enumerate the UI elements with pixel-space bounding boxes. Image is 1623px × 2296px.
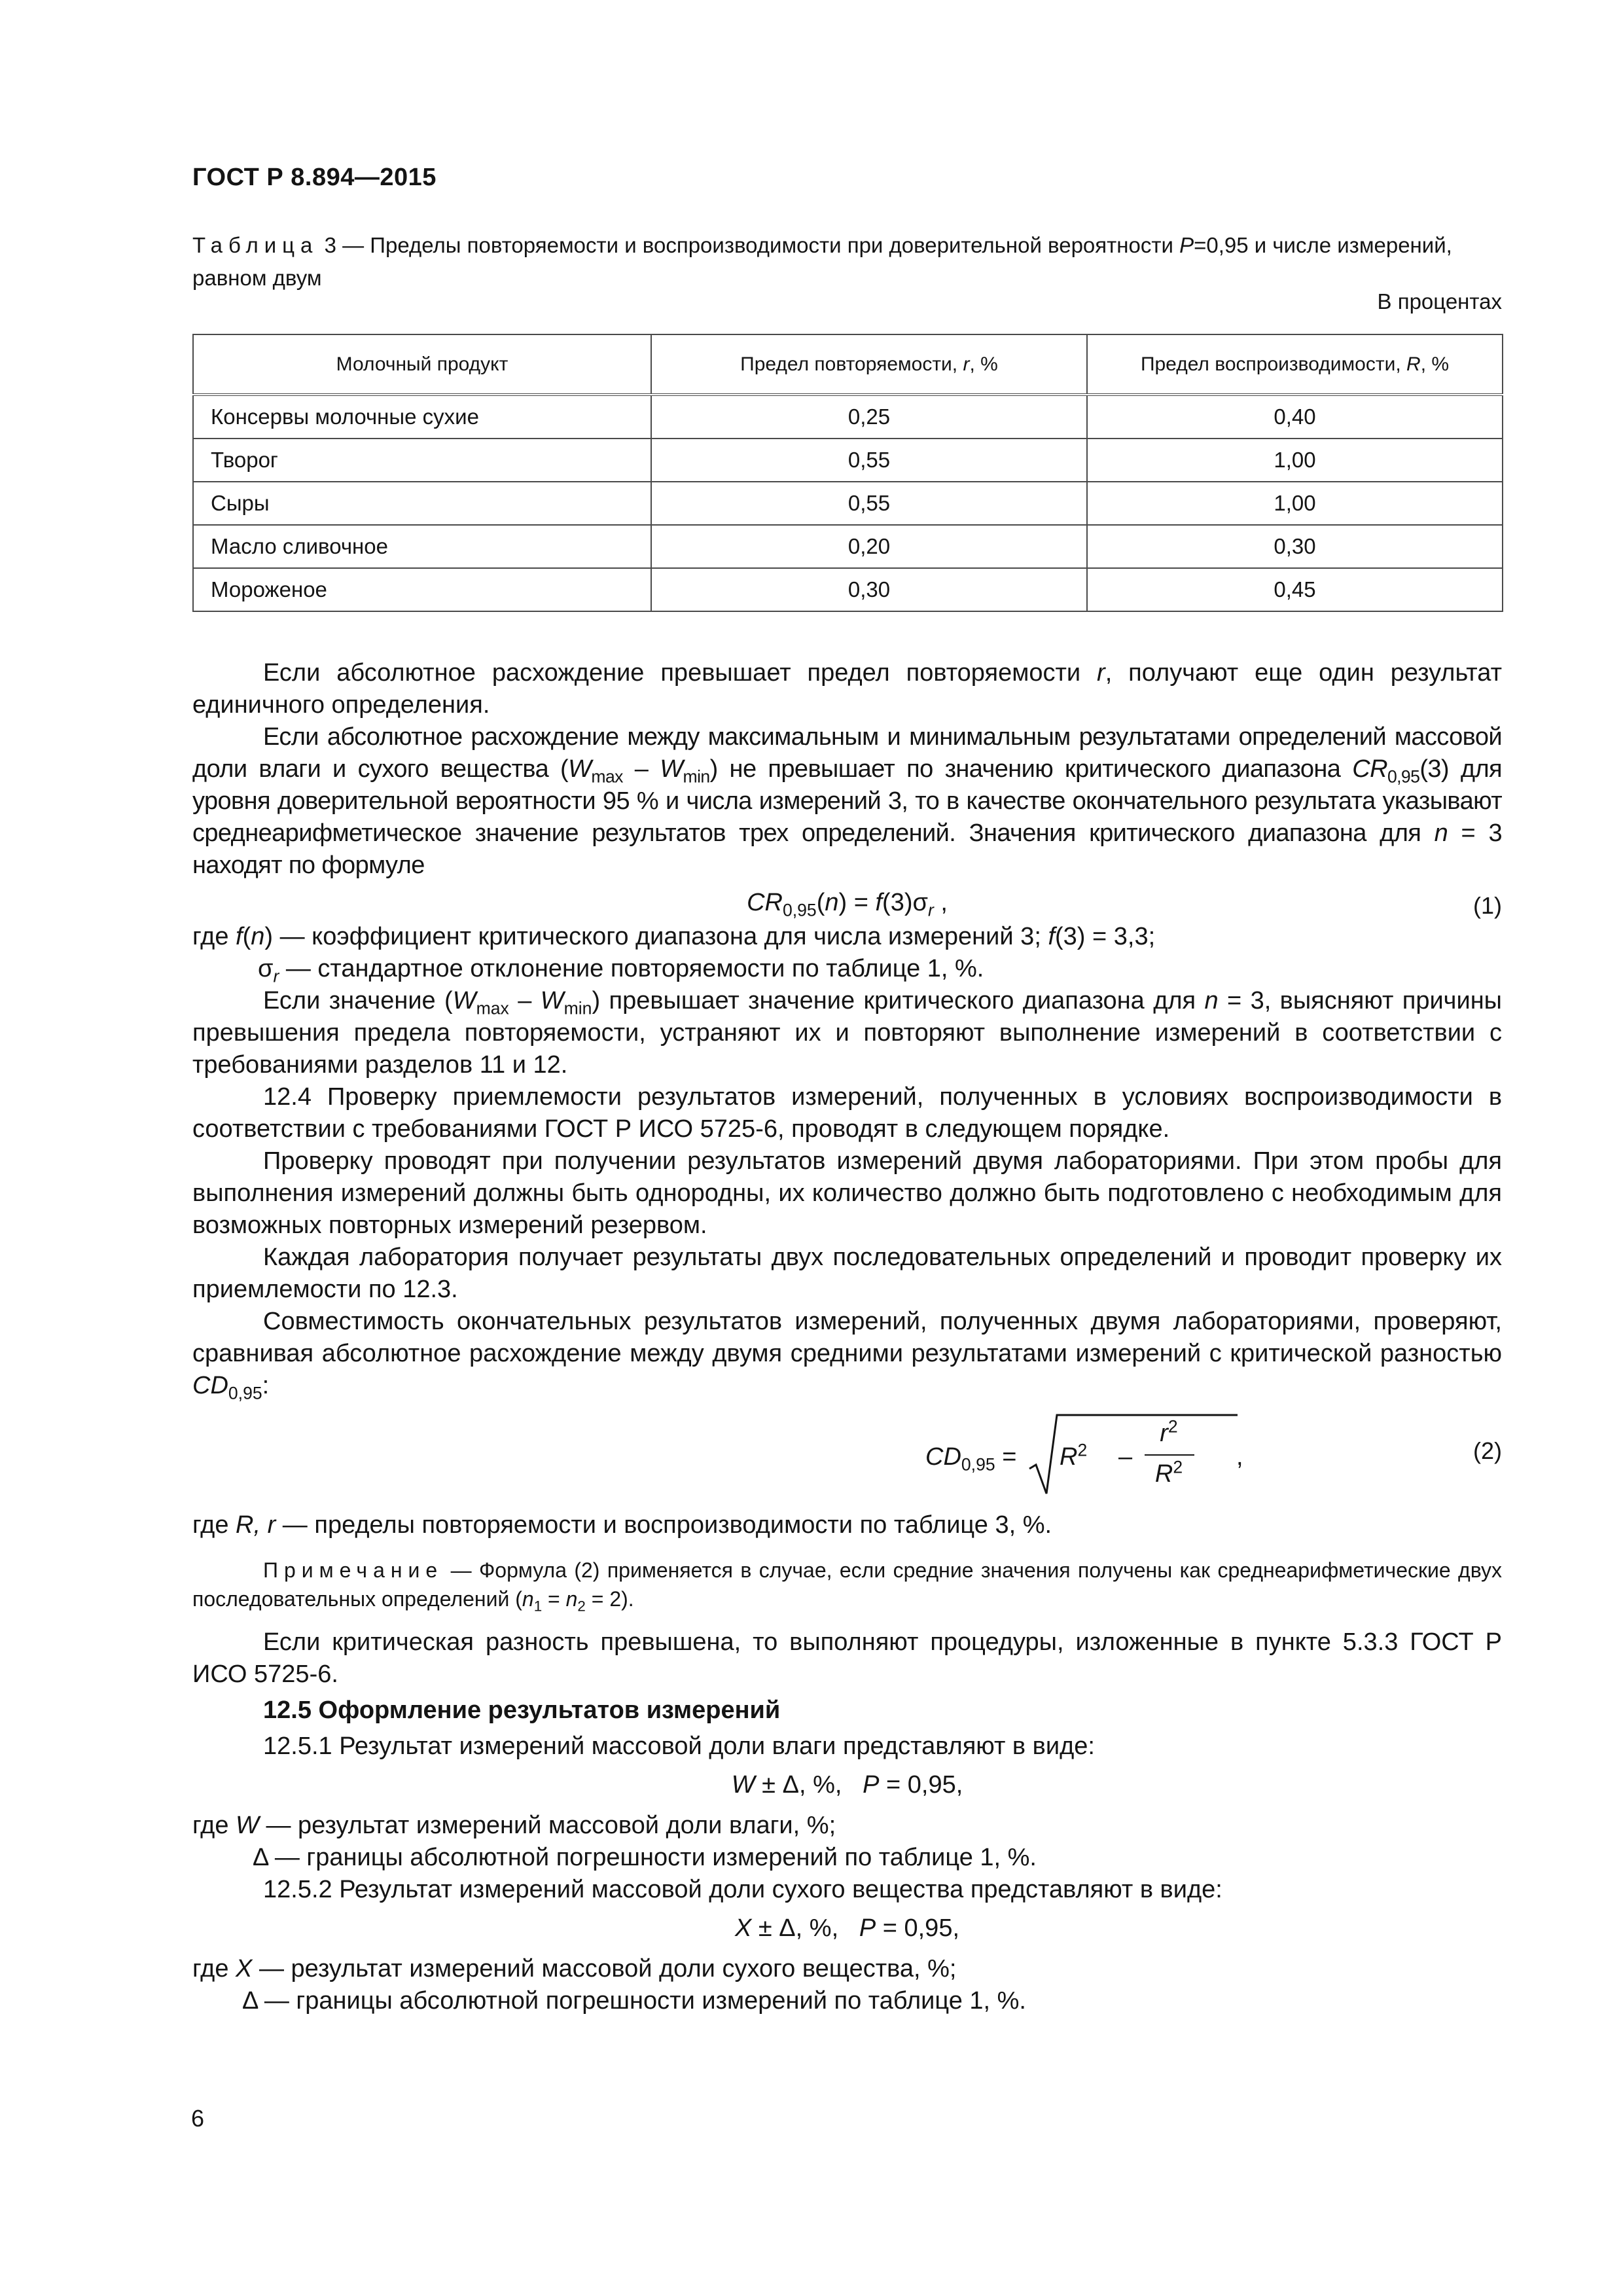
text-run: , получают еще один результат единичного определения. [192, 659, 1502, 719]
text-run: (3) = 3,3; [1055, 923, 1156, 950]
text-run: где [192, 923, 236, 950]
formula-2-number: (2) [1473, 1437, 1502, 1464]
cell-product: Мороженое [193, 568, 651, 611]
sub-max: max [591, 766, 623, 787]
fraction-numerator [1143, 1418, 1194, 1450]
var-n: n [251, 923, 265, 950]
minus-sign: – [1118, 1443, 1133, 1471]
where-delta-1: Δ — границы абсолютной погрешности измерений по таблице 1, %. [253, 1844, 1037, 1871]
table-row [193, 525, 1503, 568]
var-n: n [1204, 987, 1219, 1014]
text-run: где [192, 1511, 236, 1539]
text-run: ( [816, 889, 825, 916]
paragraph-each-lab: Каждая лаборатория получает результаты двух последовательных определений и проводит проверку их приемлемости по 12.3. [192, 1244, 1502, 1303]
text-run: ) — коэффициент критического диапазона для числа измерений 3; [264, 923, 1048, 950]
table-caption-text: — Пределы повторяемости и воспроизводимости при доверительной вероятности [342, 233, 1173, 257]
exp-2: 2 [1077, 1440, 1088, 1460]
var-n: n [522, 1587, 534, 1611]
table-row [193, 568, 1503, 611]
formula-2 [192, 1402, 1502, 1500]
var-w: W [660, 755, 683, 783]
where-sigma-r [192, 953, 1502, 985]
text-run: = [995, 1443, 1017, 1471]
fraction [1143, 1418, 1194, 1494]
note-label: Примечание [263, 1558, 444, 1582]
paragraph-12-5-1: 12.5.1 Результат измерений массовой доли влаги представляют в виде: [263, 1732, 1095, 1760]
radicand-r-squared [1060, 1441, 1087, 1473]
var-f: f [875, 889, 883, 916]
text-run: = 2). [585, 1587, 634, 1611]
table-row [193, 439, 1503, 482]
cell-product: Творог [193, 439, 651, 482]
where-W [192, 1810, 1502, 1842]
sub-095: 0,95 [961, 1454, 995, 1475]
var-n: n [565, 1587, 578, 1611]
note [192, 1556, 1502, 1613]
body-text [192, 657, 1502, 2017]
sub-r: r [927, 900, 934, 920]
sub-2: 2 [577, 1598, 586, 1615]
text-run: = 0,95, [879, 1771, 963, 1799]
text-run: где [192, 1812, 236, 1839]
table-caption [192, 229, 1501, 295]
header-reproducibility [1087, 334, 1503, 395]
cell-repeatability: 0,55 [651, 439, 1087, 482]
text-run: = 0,95, [876, 1914, 960, 1942]
formula-2-comma: , [1236, 1443, 1243, 1471]
var-cr: CR [747, 889, 783, 916]
table-row [193, 482, 1503, 525]
page-number: 6 [191, 2105, 205, 2132]
text-run: Если абсолютное расхождение между максимальным и минимальным результатами определений массовой доли влаги и сухого вещества ( [192, 723, 1502, 783]
sub-min: min [563, 998, 592, 1018]
text-run: – [508, 987, 541, 1014]
exp-2: 2 [1173, 1457, 1183, 1477]
table-header-row [193, 334, 1503, 395]
cell-reproducibility: 0,45 [1087, 568, 1503, 611]
var-cr: CR [1352, 755, 1387, 783]
var-f: f [236, 923, 243, 950]
where-R-r [192, 1509, 1502, 1541]
var-f: f [1048, 923, 1055, 950]
paragraph-compatibility [192, 1306, 1502, 1402]
formula-moisture-expression [192, 1769, 1502, 1801]
text-run: ) = [838, 889, 876, 916]
cell-product: Консервы молочные сухие [193, 395, 651, 439]
var-p: P [859, 1914, 876, 1942]
sub-1: 1 [533, 1598, 543, 1615]
sub-min: min [683, 766, 710, 787]
sub-095: 0,95 [782, 900, 817, 920]
text-run: Совместимость окончательных результатов измерений, полученных двумя лабораториями, проверяют, сравнивая абсолютное расхождение между двумя средними результатами измерений с критической разностью [192, 1308, 1502, 1367]
text-run: Если абсолютное расхождение превышает предел повторяемости [263, 659, 1097, 687]
table-row [193, 395, 1503, 439]
text-run: = 3 находят по формуле [192, 819, 1502, 879]
text-run: ± Δ, %, [755, 1771, 863, 1799]
header-reproducibility-text: Предел воспроизводимости, [1140, 353, 1401, 375]
var-r-upper: R [1060, 1443, 1078, 1471]
table-caption-tail: =0,95 и числе измерений, равном двум [192, 233, 1452, 290]
header-repeatability-var: r [963, 353, 970, 375]
text-run: Если значение ( [263, 987, 453, 1014]
var-r-pair: R, r [236, 1511, 276, 1539]
text-run: : [262, 1372, 270, 1399]
header-product: Молочный продукт [193, 334, 651, 395]
formula-dry-matter [192, 1906, 1502, 1946]
text-run: — результат измерений массовой доли сухого вещества, %; [252, 1955, 957, 1982]
formula-dry-matter-expression [192, 1912, 1502, 1945]
header-repeatability [651, 334, 1087, 395]
text-run: – [622, 755, 660, 783]
limits-table [192, 334, 1503, 612]
header-repeatability-unit: , % [969, 353, 998, 375]
var-sigma: σ [258, 955, 274, 982]
cell-reproducibility: 1,00 [1087, 482, 1503, 525]
formula-1-number: (1) [1473, 892, 1502, 919]
cell-product: Масло сливочное [193, 525, 651, 568]
paragraph-two-labs: Проверку проводят при получении результатов измерений двумя лабораториями. При этом пробы для выполнения измерений должны быть однородны, их количество должно быть подготовлено с необходимым для возможных повторных измерений резервом. [192, 1147, 1502, 1239]
var-r: r [1160, 1420, 1168, 1447]
table-caption-p: P [1179, 233, 1194, 257]
cell-reproducibility: 1,00 [1087, 439, 1503, 482]
text-run: ) превышает значение критического диапазона для [592, 987, 1205, 1014]
text-run: — результат измерений массовой доли влаги, %; [259, 1812, 836, 1839]
table-units: В процентах [1377, 289, 1502, 314]
var-cd: CD [192, 1372, 228, 1399]
cell-repeatability: 0,25 [651, 395, 1087, 439]
document-code: ГОСТ Р 8.894—2015 [192, 164, 437, 191]
var-w: W [731, 1771, 755, 1799]
text-run: — пределы повторяемости и воспроизводимости по таблице 3, %. [276, 1511, 1052, 1539]
text-run: ) не превышает по значению критического диапазона [709, 755, 1353, 783]
formula-2-radical [1027, 1412, 1243, 1498]
where-f-n [192, 921, 1502, 953]
text-run: , [933, 889, 948, 916]
section-heading-12-5: 12.5 Оформление результатов измерений [263, 1696, 781, 1724]
text-run: ± Δ, %, [751, 1914, 859, 1942]
var-w: W [568, 755, 592, 783]
header-reproducibility-var: R [1406, 353, 1421, 375]
header-repeatability-text: Предел повторяемости, [740, 353, 958, 375]
formula-2-lhs [925, 1441, 1016, 1473]
text-run: = 3, выясняют причины превышения предела повторяемости, устраняют их и повторяют выполнение измерений в соответствии с требованиями разделов 11 и 12. [192, 987, 1502, 1079]
text-run: (3) для уровня доверительной вероятности 95 % и числа измерений 3, то в качестве окончательного результата указывают среднеарифметическое значение результатов трех определений. Значения критического диапазона для [192, 755, 1502, 847]
exp-2: 2 [1168, 1416, 1178, 1437]
formula-1 [192, 882, 1502, 921]
var-n: n [825, 889, 839, 916]
where-delta-2: Δ — границы абсолютной погрешности измерений по таблице 1, %. [242, 1987, 1026, 2015]
text-run: где [192, 1955, 236, 1982]
sub-095: 0,95 [228, 1383, 262, 1403]
paragraph-12-5-2: 12.5.2 Результат измерений массовой доли сухого вещества представляют в виде: [263, 1876, 1222, 1903]
formula-moisture [192, 1763, 1502, 1803]
cell-reproducibility: 0,30 [1087, 525, 1503, 568]
table-caption-label: Таблица [192, 233, 319, 257]
sub-095: 0,95 [1387, 766, 1420, 787]
text-run: — Формула (2) применяется в случае, если средние значения получены как среднеарифметические двух последовательных определений ( [192, 1558, 1502, 1611]
cell-reproducibility: 0,40 [1087, 395, 1503, 439]
cell-product: Сыры [193, 482, 651, 525]
radicand [1060, 1416, 1230, 1495]
sub-max: max [476, 998, 509, 1018]
var-cd: CD [925, 1443, 961, 1471]
header-reproducibility-unit: , % [1420, 353, 1450, 375]
text-run: = [542, 1587, 566, 1611]
paragraph-repeatability-exceeded [192, 657, 1502, 721]
cell-repeatability: 0,20 [651, 525, 1087, 568]
var-r-upper: R [1154, 1460, 1173, 1488]
var-r: r [1097, 659, 1105, 687]
where-X [192, 1953, 1502, 1985]
cell-repeatability: 0,30 [651, 568, 1087, 611]
var-w: W [452, 987, 476, 1014]
var-w: W [236, 1812, 259, 1839]
fraction-bar [1145, 1454, 1194, 1456]
paragraph-range-exceeded [192, 985, 1502, 1081]
var-x: X [236, 1955, 253, 1982]
paragraph-critical-range [192, 721, 1502, 882]
var-w: W [540, 987, 564, 1014]
cell-repeatability: 0,55 [651, 482, 1087, 525]
sub-r: r [273, 966, 279, 986]
var-x: X [734, 1914, 752, 1942]
var-p: P [863, 1771, 880, 1799]
paragraph-critical-difference-exceeded: Если критическая разность превышена, то выполняют процедуры, изложенные в пункте 5.3.3 ГОСТ Р ИСО 5725-6. [192, 1628, 1502, 1688]
paragraph-12-4: 12.4 Проверку приемлемости результатов измерений, полученных в условиях воспроизводимости в соответствии с требованиями ГОСТ Р ИСО 5725-6, проводят в следующем порядке. [192, 1083, 1502, 1143]
text-run: ( [242, 923, 251, 950]
var-n: n [1434, 819, 1448, 847]
table-caption-number: 3 [324, 233, 336, 257]
text-run: (3)σ [882, 889, 928, 916]
fraction-denominator [1143, 1458, 1194, 1490]
formula-1-expression [192, 887, 1502, 919]
text-run: — стандартное отклонение повторяемости по таблице 1, %. [279, 955, 984, 982]
